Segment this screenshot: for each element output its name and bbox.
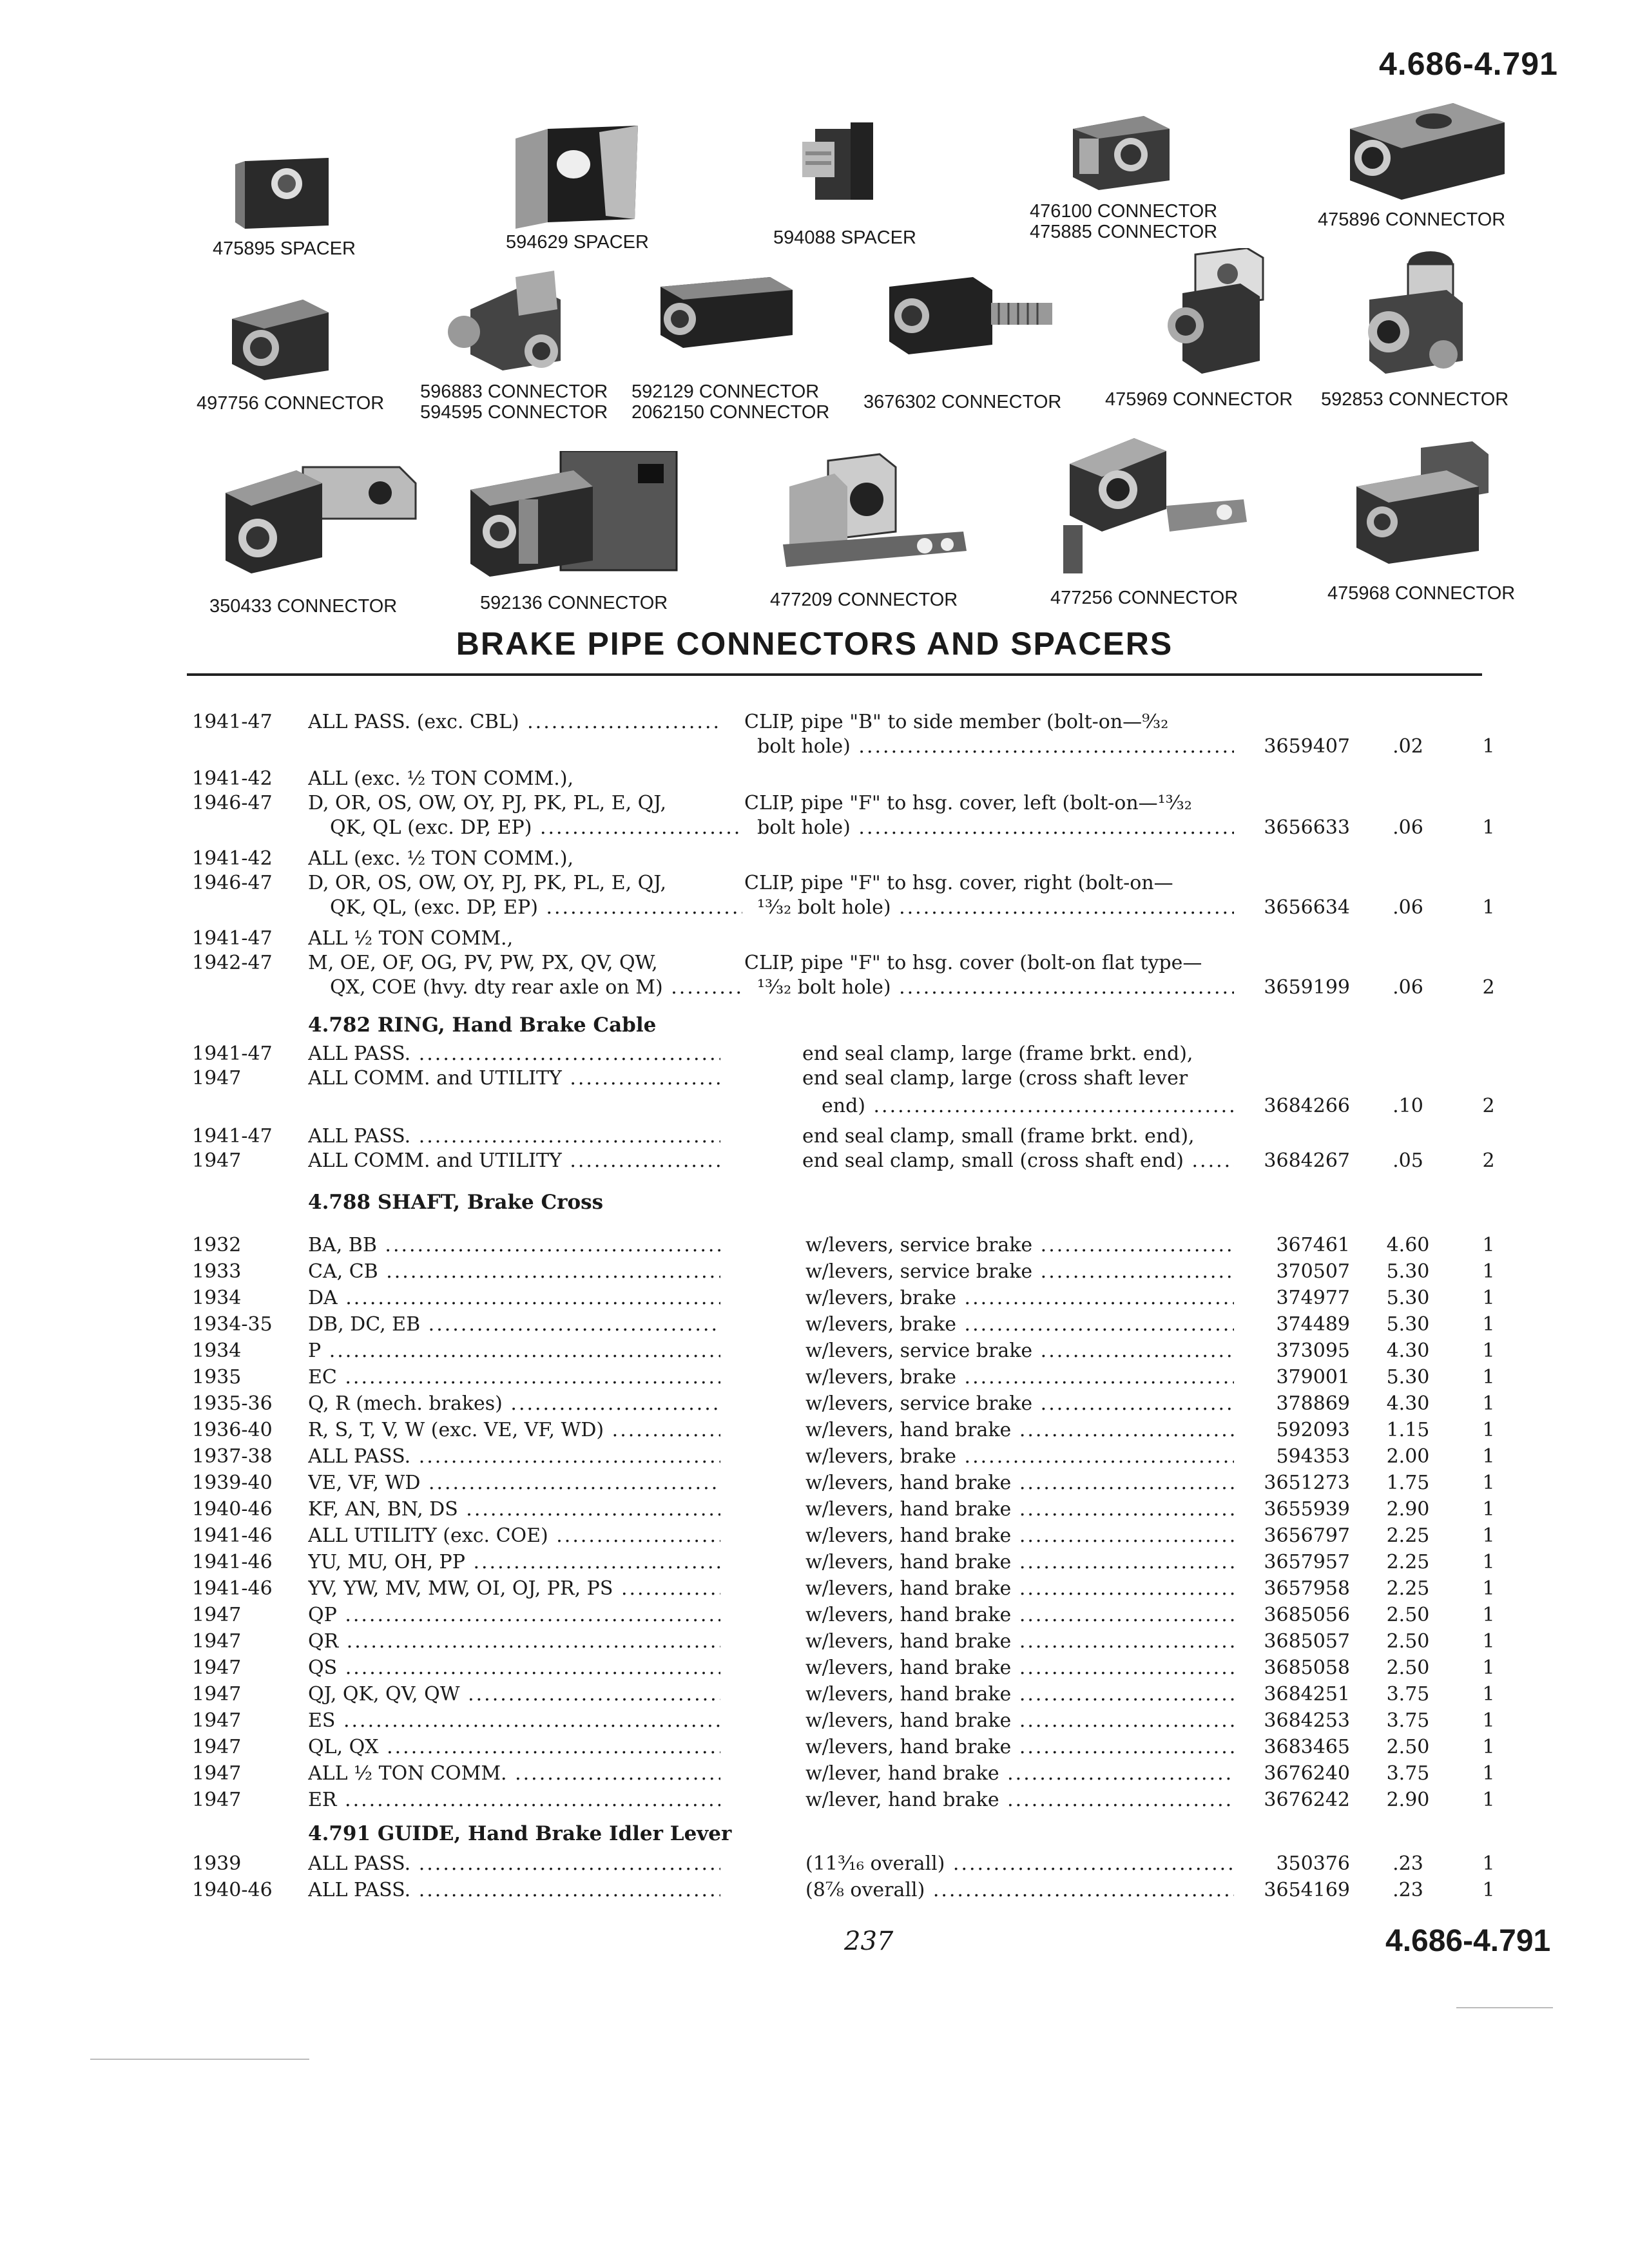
quantity-cell: 1 bbox=[1482, 1419, 1495, 1441]
price-cell: 5.30 bbox=[1386, 1313, 1430, 1336]
year-cell: 1941-46 bbox=[192, 1551, 273, 1573]
quantity-cell: 1 bbox=[1482, 1852, 1495, 1875]
price-cell: 3.75 bbox=[1386, 1683, 1430, 1706]
description-cell: w/levers, service brake bbox=[805, 1260, 1033, 1283]
quantity-cell: 1 bbox=[1482, 1445, 1495, 1468]
part-label: 477209 CONNECTOR bbox=[770, 590, 958, 610]
part-number-cell: 592093 bbox=[1276, 1419, 1350, 1441]
price-cell: 2.00 bbox=[1386, 1445, 1430, 1468]
quantity-cell: 2 bbox=[1482, 1095, 1495, 1117]
table-row bbox=[0, 1123, 1629, 1150]
price-cell: 1.75 bbox=[1386, 1472, 1430, 1494]
quantity-cell: 1 bbox=[1482, 1789, 1495, 1811]
description-cell: (11³⁄₁₆ overall) bbox=[805, 1852, 945, 1875]
table-row bbox=[0, 1258, 1629, 1285]
part-number-cell: 3684266 bbox=[1264, 1095, 1350, 1117]
description-cell: end seal clamp, large (frame brkt. end), bbox=[802, 1043, 1193, 1065]
model-cell: VE, VF, WD bbox=[308, 1472, 421, 1494]
part-label: 350433 CONNECTOR bbox=[209, 596, 398, 617]
part-number-cell: 3655939 bbox=[1264, 1498, 1350, 1521]
quantity-cell: 1 bbox=[1482, 1472, 1495, 1494]
table-row bbox=[0, 1364, 1629, 1391]
model-cell: QP bbox=[308, 1604, 337, 1626]
part-number-cell: 3685056 bbox=[1264, 1604, 1350, 1626]
model-cell: ALL (exc. ½ TON COMM.), bbox=[308, 767, 574, 790]
part-label: 475885 CONNECTOR bbox=[1030, 222, 1218, 242]
table-row bbox=[0, 1549, 1629, 1576]
table-row bbox=[0, 1417, 1629, 1444]
section-title: BRAKE PIPE CONNECTORS AND SPACERS bbox=[456, 626, 1173, 662]
part-label: 594088 SPACER bbox=[773, 227, 916, 248]
part-label: 592129 CONNECTOR bbox=[631, 381, 820, 402]
bracket-connector-icon bbox=[464, 451, 683, 580]
model-cell: EC bbox=[308, 1366, 337, 1389]
model-cell: QJ, QK, QV, QW bbox=[308, 1683, 460, 1706]
table-row bbox=[0, 1877, 1629, 1904]
part-number-cell: 3676242 bbox=[1264, 1789, 1350, 1811]
part-number-cell: 3685057 bbox=[1264, 1630, 1350, 1653]
table-row bbox=[0, 870, 1629, 897]
spacer-icon bbox=[796, 116, 880, 206]
description-cell: w/levers, brake bbox=[805, 1287, 957, 1309]
part-number-cell: 374489 bbox=[1276, 1313, 1350, 1336]
model-cell: ALL ½ TON COMM., bbox=[308, 927, 514, 950]
price-cell: 1.15 bbox=[1386, 1419, 1430, 1441]
model-cell: D, OR, OS, OW, OY, PJ, PK, PL, E, QJ, bbox=[308, 872, 667, 894]
table-row bbox=[0, 894, 1629, 921]
model-cell: ES bbox=[308, 1709, 336, 1732]
year-cell: 1939-40 bbox=[192, 1472, 273, 1494]
subsection-heading: 4.782 RING, Hand Brake Cable bbox=[308, 1014, 657, 1037]
connector-icon bbox=[226, 293, 335, 383]
year-cell: 1941-47 bbox=[192, 1125, 273, 1148]
quantity-cell: 1 bbox=[1482, 1604, 1495, 1626]
part-number-cell: 3656634 bbox=[1264, 896, 1350, 919]
price-cell: .10 bbox=[1393, 1095, 1423, 1117]
spacer-icon bbox=[232, 155, 335, 232]
table-row bbox=[0, 1443, 1629, 1470]
table-row bbox=[0, 709, 1629, 736]
year-cell: 1947 bbox=[192, 1789, 242, 1811]
table-row bbox=[0, 1470, 1629, 1497]
part-number-cell: 594353 bbox=[1276, 1445, 1350, 1468]
price-cell: .05 bbox=[1393, 1149, 1423, 1172]
model-cell: CA, CB bbox=[308, 1260, 378, 1283]
description-cell: w/levers, hand brake bbox=[805, 1498, 1012, 1521]
price-cell: 2.25 bbox=[1386, 1577, 1430, 1600]
model-cell: ALL ½ TON COMM. bbox=[308, 1762, 507, 1785]
price-cell: 2.90 bbox=[1386, 1789, 1430, 1811]
year-cell: 1942-47 bbox=[192, 952, 273, 974]
part-label: 592136 CONNECTOR bbox=[480, 593, 668, 613]
description-cell: CLIP, pipe "F" to hsg. cover, right (bolt-on— bbox=[744, 872, 1173, 894]
year-cell: 1947 bbox=[192, 1736, 242, 1758]
table-row bbox=[0, 1602, 1629, 1629]
section-divider bbox=[187, 673, 1482, 676]
description-cell: w/levers, hand brake bbox=[805, 1709, 1012, 1732]
description-cell: (8⁷⁄₈ overall) bbox=[805, 1879, 925, 1901]
part-number-cell: 3659407 bbox=[1264, 735, 1350, 758]
year-cell: 1941-47 bbox=[192, 927, 273, 950]
quantity-cell: 1 bbox=[1482, 1879, 1495, 1901]
model-cell: ALL COMM. and UTILITY bbox=[308, 1149, 562, 1172]
connector-icon bbox=[1350, 441, 1492, 564]
description-cell: w/lever, hand brake bbox=[805, 1789, 999, 1811]
table-row bbox=[0, 1850, 1629, 1878]
model-cell: M, OE, OF, OG, PV, PW, PX, QV, QW, bbox=[308, 952, 658, 974]
table-row bbox=[0, 1148, 1629, 1175]
model-cell: ALL (exc. ½ TON COMM.), bbox=[308, 847, 574, 870]
description-cell: ¹³⁄₃₂ bolt hole) bbox=[757, 976, 891, 999]
description-cell: w/levers, service brake bbox=[805, 1234, 1033, 1256]
price-cell: 5.30 bbox=[1386, 1260, 1430, 1283]
year-cell: 1941-42 bbox=[192, 767, 273, 790]
model-cell: ALL COMM. and UTILITY bbox=[308, 1067, 562, 1090]
bracket-connector-icon bbox=[213, 454, 419, 577]
price-cell: 3.75 bbox=[1386, 1709, 1430, 1732]
price-cell: 2.50 bbox=[1386, 1604, 1430, 1626]
model-cell: YU, MU, OH, PP bbox=[308, 1551, 465, 1573]
description-cell: w/lever, hand brake bbox=[805, 1762, 999, 1785]
part-label: 594629 SPACER bbox=[506, 232, 649, 253]
quantity-cell: 1 bbox=[1482, 735, 1495, 758]
quantity-cell: 1 bbox=[1482, 1577, 1495, 1600]
year-cell: 1947 bbox=[192, 1657, 242, 1679]
price-cell: 2.90 bbox=[1386, 1498, 1430, 1521]
part-label: 3676302 CONNECTOR bbox=[863, 392, 1062, 412]
description-cell: w/levers, hand brake bbox=[805, 1657, 1012, 1679]
quantity-cell: 1 bbox=[1482, 1630, 1495, 1653]
description-cell: w/levers, hand brake bbox=[805, 1604, 1012, 1626]
model-cell: ALL PASS. bbox=[308, 1852, 411, 1875]
part-label: 592853 CONNECTOR bbox=[1321, 389, 1509, 410]
table-row bbox=[0, 790, 1629, 817]
year-cell: 1934 bbox=[192, 1340, 242, 1362]
connector-icon bbox=[1344, 97, 1511, 206]
price-cell: .06 bbox=[1393, 976, 1423, 999]
page-code-bottom: 4.686-4.791 bbox=[1385, 1924, 1551, 1958]
part-number-cell: 379001 bbox=[1276, 1366, 1350, 1389]
part-label: 596883 CONNECTOR bbox=[420, 381, 608, 402]
price-cell: .23 bbox=[1393, 1879, 1423, 1901]
description-cell: end seal clamp, small (frame brkt. end), bbox=[802, 1125, 1195, 1148]
model-cell: ALL PASS. bbox=[308, 1125, 411, 1148]
year-cell: 1940-46 bbox=[192, 1498, 273, 1521]
table-row bbox=[0, 1041, 1629, 1068]
connector-icon bbox=[445, 271, 567, 374]
table-row bbox=[0, 1628, 1629, 1655]
price-cell: 2.50 bbox=[1386, 1736, 1430, 1758]
page-number: 237 bbox=[844, 1927, 894, 1956]
price-cell: 5.30 bbox=[1386, 1287, 1430, 1309]
part-number-cell: 3684253 bbox=[1264, 1709, 1350, 1732]
table-row bbox=[0, 765, 1629, 793]
model-cell: QK, QL, (exc. DP, EP) bbox=[330, 896, 538, 919]
year-cell: 1933 bbox=[192, 1260, 242, 1283]
quantity-cell: 2 bbox=[1482, 1149, 1495, 1172]
connector-icon bbox=[654, 274, 796, 351]
table-row bbox=[0, 1734, 1629, 1761]
description-cell: w/levers, hand brake bbox=[805, 1551, 1012, 1573]
year-cell: 1941-42 bbox=[192, 847, 273, 870]
table-row bbox=[0, 1065, 1629, 1092]
part-number-cell: 350376 bbox=[1276, 1852, 1350, 1875]
spacer-icon bbox=[509, 126, 651, 229]
part-number-cell: 374977 bbox=[1276, 1287, 1350, 1309]
subsection-heading: 4.788 SHAFT, Brake Cross bbox=[308, 1191, 604, 1214]
table-row bbox=[0, 1760, 1629, 1787]
part-number-cell: 3657957 bbox=[1264, 1551, 1350, 1573]
description-cell: end) bbox=[822, 1095, 865, 1117]
description-cell: ¹³⁄₃₂ bolt hole) bbox=[757, 896, 891, 919]
part-label: 475896 CONNECTOR bbox=[1318, 209, 1506, 230]
quantity-cell: 1 bbox=[1482, 1234, 1495, 1256]
model-cell: QL, QX bbox=[308, 1736, 379, 1758]
model-cell: ALL PASS. bbox=[308, 1445, 411, 1468]
description-cell: bolt hole) bbox=[757, 735, 851, 758]
price-cell: 2.50 bbox=[1386, 1630, 1430, 1653]
description-cell: w/levers, brake bbox=[805, 1366, 957, 1389]
description-cell: w/levers, hand brake bbox=[805, 1419, 1012, 1441]
connector-icon bbox=[1066, 110, 1176, 193]
model-cell: YV, YW, MV, MW, OI, OJ, PR, PS bbox=[308, 1577, 613, 1600]
year-cell: 1941-47 bbox=[192, 1043, 273, 1065]
connector-icon bbox=[1157, 248, 1266, 377]
part-label: 594595 CONNECTOR bbox=[420, 402, 608, 423]
description-cell: bolt hole) bbox=[757, 816, 851, 839]
table-row bbox=[0, 845, 1629, 872]
part-number-cell: 3656633 bbox=[1264, 816, 1350, 839]
table-row bbox=[0, 814, 1629, 841]
price-cell: .23 bbox=[1393, 1852, 1423, 1875]
quantity-cell: 1 bbox=[1482, 1709, 1495, 1732]
year-cell: 1947 bbox=[192, 1683, 242, 1706]
table-row bbox=[0, 1655, 1629, 1682]
price-cell: .06 bbox=[1393, 896, 1423, 919]
table-row bbox=[0, 974, 1629, 1001]
model-cell: QK, QL (exc. DP, EP) bbox=[330, 816, 532, 839]
part-number-cell: 3684267 bbox=[1264, 1149, 1350, 1172]
table-row bbox=[0, 1681, 1629, 1708]
scan-artifact bbox=[1456, 2007, 1553, 2008]
part-label: 497756 CONNECTOR bbox=[197, 393, 385, 414]
description-cell: w/levers, hand brake bbox=[805, 1524, 1012, 1547]
quantity-cell: 1 bbox=[1482, 1366, 1495, 1389]
description-cell: w/levers, hand brake bbox=[805, 1683, 1012, 1706]
description-cell: CLIP, pipe "F" to hsg. cover, left (bolt-on—¹³⁄₃₂ bbox=[744, 792, 1192, 814]
part-number-cell: 3683465 bbox=[1264, 1736, 1350, 1758]
table-row bbox=[0, 925, 1629, 952]
part-number-cell: 3654169 bbox=[1264, 1879, 1350, 1901]
part-label: 475895 SPACER bbox=[213, 238, 356, 259]
table-row bbox=[0, 1232, 1629, 1259]
part-number-cell: 373095 bbox=[1276, 1340, 1350, 1362]
price-cell: 2.25 bbox=[1386, 1524, 1430, 1547]
part-number-cell: 3676240 bbox=[1264, 1762, 1350, 1785]
bracket-connector-icon bbox=[1057, 428, 1250, 577]
description-cell: w/levers, brake bbox=[805, 1313, 957, 1336]
table-row bbox=[0, 1787, 1629, 1814]
model-cell: DB, DC, EB bbox=[308, 1313, 421, 1336]
description-cell: w/levers, brake bbox=[805, 1445, 957, 1468]
table-row bbox=[0, 1311, 1629, 1338]
model-cell: BA, BB bbox=[308, 1234, 377, 1256]
part-label: 475968 CONNECTOR bbox=[1327, 583, 1516, 604]
quantity-cell: 1 bbox=[1482, 1340, 1495, 1362]
part-number-cell: 367461 bbox=[1276, 1234, 1350, 1256]
model-cell: R, S, T, V, W (exc. VE, VF, WD) bbox=[308, 1419, 604, 1441]
table-row bbox=[0, 1093, 1629, 1120]
table-row bbox=[0, 733, 1629, 760]
quantity-cell: 1 bbox=[1482, 1736, 1495, 1758]
table-row bbox=[0, 1285, 1629, 1312]
price-cell: 4.30 bbox=[1386, 1340, 1430, 1362]
model-cell: ALL PASS. bbox=[308, 1043, 411, 1065]
price-cell: 4.60 bbox=[1386, 1234, 1430, 1256]
quantity-cell: 1 bbox=[1482, 1498, 1495, 1521]
description-cell: w/levers, service brake bbox=[805, 1340, 1033, 1362]
model-cell: Q, R (mech. brakes) bbox=[308, 1392, 503, 1415]
part-label: 475969 CONNECTOR bbox=[1105, 389, 1293, 410]
price-cell: 2.25 bbox=[1386, 1551, 1430, 1573]
year-cell: 1939 bbox=[192, 1852, 242, 1875]
year-cell: 1947 bbox=[192, 1762, 242, 1785]
year-cell: 1946-47 bbox=[192, 872, 273, 894]
description-cell: CLIP, pipe "F" to hsg. cover (bolt-on flat type— bbox=[744, 952, 1202, 974]
table-row bbox=[0, 1523, 1629, 1550]
table-row bbox=[0, 1575, 1629, 1602]
part-number-cell: 3659199 bbox=[1264, 976, 1350, 999]
description-cell: w/levers, service brake bbox=[805, 1392, 1033, 1415]
year-cell: 1935-36 bbox=[192, 1392, 273, 1415]
year-cell: 1941-46 bbox=[192, 1577, 273, 1600]
parts-gallery bbox=[0, 0, 1629, 644]
quantity-cell: 1 bbox=[1482, 1313, 1495, 1336]
model-cell: DA bbox=[308, 1287, 338, 1309]
year-cell: 1947 bbox=[192, 1709, 242, 1732]
bracket-connector-icon bbox=[776, 448, 970, 577]
year-cell: 1947 bbox=[192, 1604, 242, 1626]
part-number-cell: 370507 bbox=[1276, 1260, 1350, 1283]
scan-artifact bbox=[90, 2059, 309, 2060]
model-cell: KF, AN, BN, DS bbox=[308, 1498, 458, 1521]
model-cell: ALL UTILITY (exc. COE) bbox=[308, 1524, 548, 1547]
year-cell: 1934 bbox=[192, 1287, 242, 1309]
table-row bbox=[0, 950, 1629, 977]
part-number-cell: 3685058 bbox=[1264, 1657, 1350, 1679]
table-row bbox=[0, 1496, 1629, 1523]
connector-icon bbox=[1356, 248, 1466, 377]
year-cell: 1941-47 bbox=[192, 711, 273, 733]
description-cell: CLIP, pipe "B" to side member (bolt-on—⁹⁄₃₂ bbox=[744, 711, 1169, 733]
price-cell: .06 bbox=[1393, 816, 1423, 839]
year-cell: 1946-47 bbox=[192, 792, 273, 814]
year-cell: 1936-40 bbox=[192, 1419, 273, 1441]
part-number-cell: 3657958 bbox=[1264, 1577, 1350, 1600]
quantity-cell: 1 bbox=[1482, 816, 1495, 839]
description-cell: end seal clamp, large (cross shaft lever bbox=[802, 1067, 1188, 1090]
year-cell: 1947 bbox=[192, 1630, 242, 1653]
table-row bbox=[0, 1338, 1629, 1365]
quantity-cell: 1 bbox=[1482, 1524, 1495, 1547]
price-cell: 5.30 bbox=[1386, 1366, 1430, 1389]
price-cell: 2.50 bbox=[1386, 1657, 1430, 1679]
part-number-cell: 3651273 bbox=[1264, 1472, 1350, 1494]
quantity-cell: 1 bbox=[1482, 1551, 1495, 1573]
model-cell: QR bbox=[308, 1630, 339, 1653]
description-cell: w/levers, hand brake bbox=[805, 1736, 1012, 1758]
description-cell: w/levers, hand brake bbox=[805, 1577, 1012, 1600]
year-cell: 1947 bbox=[192, 1067, 242, 1090]
quantity-cell: 1 bbox=[1482, 1260, 1495, 1283]
quantity-cell: 1 bbox=[1482, 1287, 1495, 1309]
quantity-cell: 1 bbox=[1482, 896, 1495, 919]
price-cell: .02 bbox=[1393, 735, 1423, 758]
part-label: 477256 CONNECTOR bbox=[1050, 588, 1239, 608]
year-cell: 1935 bbox=[192, 1366, 242, 1389]
model-cell: ALL PASS. (exc. CBL) bbox=[308, 711, 519, 733]
year-cell: 1937-38 bbox=[192, 1445, 273, 1468]
quantity-cell: 1 bbox=[1482, 1657, 1495, 1679]
subsection-heading: 4.791 GUIDE, Hand Brake Idler Lever bbox=[308, 1822, 732, 1845]
part-number-cell: 3656797 bbox=[1264, 1524, 1350, 1547]
page-code-top: 4.686-4.791 bbox=[1379, 46, 1558, 82]
price-cell: 3.75 bbox=[1386, 1762, 1430, 1785]
model-cell: QX, COE (hvy. dty rear axle on M) bbox=[330, 976, 663, 999]
quantity-cell: 1 bbox=[1482, 1683, 1495, 1706]
description-cell: end seal clamp, small (cross shaft end) bbox=[802, 1149, 1184, 1172]
part-label: 476100 CONNECTOR bbox=[1030, 201, 1218, 222]
year-cell: 1932 bbox=[192, 1234, 242, 1256]
quantity-cell: 1 bbox=[1482, 1392, 1495, 1415]
model-cell: P bbox=[308, 1340, 322, 1362]
year-cell: 1934-35 bbox=[192, 1313, 273, 1336]
model-cell: ALL PASS. bbox=[308, 1879, 411, 1901]
description-cell: w/levers, hand brake bbox=[805, 1630, 1012, 1653]
quantity-cell: 1 bbox=[1482, 1762, 1495, 1785]
part-label: 2062150 CONNECTOR bbox=[631, 402, 830, 423]
model-cell: QS bbox=[308, 1657, 338, 1679]
model-cell: ER bbox=[308, 1789, 337, 1811]
price-cell: 4.30 bbox=[1386, 1392, 1430, 1415]
year-cell: 1941-46 bbox=[192, 1524, 273, 1547]
description-cell: w/levers, hand brake bbox=[805, 1472, 1012, 1494]
table-row bbox=[0, 1390, 1629, 1418]
year-cell: 1940-46 bbox=[192, 1879, 273, 1901]
part-number-cell: 3684251 bbox=[1264, 1683, 1350, 1706]
table-row bbox=[0, 1707, 1629, 1735]
connector-icon bbox=[883, 274, 1057, 358]
year-cell: 1947 bbox=[192, 1149, 242, 1172]
part-number-cell: 378869 bbox=[1276, 1392, 1350, 1415]
model-cell: D, OR, OS, OW, OY, PJ, PK, PL, E, QJ, bbox=[308, 792, 667, 814]
quantity-cell: 2 bbox=[1482, 976, 1495, 999]
